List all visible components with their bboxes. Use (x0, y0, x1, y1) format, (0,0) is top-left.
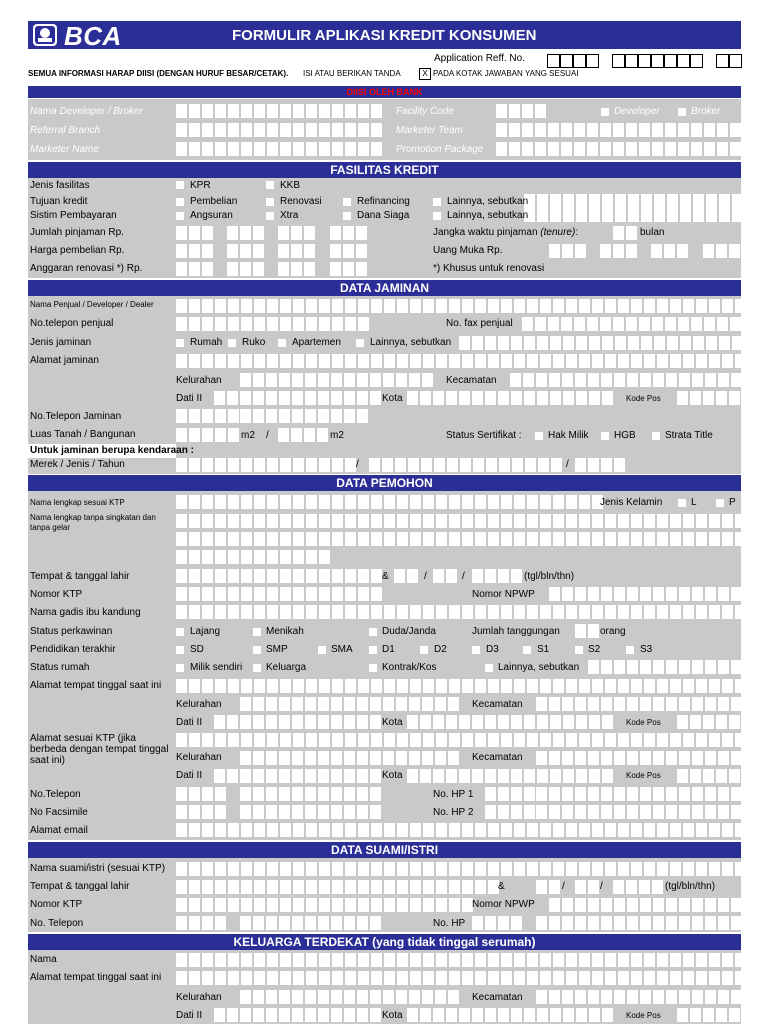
label-d3: D3 (486, 644, 499, 655)
luas-bangunan-field[interactable] (278, 428, 328, 442)
bank-section-header: DIISI OLEH BANK (28, 86, 741, 98)
label-bulan: bulan (640, 227, 665, 238)
label-l: L (691, 497, 697, 508)
hp-suami-field[interactable] (536, 916, 742, 930)
label-kelurahan-ktp: Kelurahan (176, 752, 222, 763)
label-status-sertifikat: Status Sertifikat : (446, 430, 522, 441)
label-m2-bangunan: m2 (330, 430, 344, 441)
tempat-lahir-field[interactable] (176, 569, 382, 583)
label-marketer: Marketer Name (30, 144, 99, 155)
label-status-rumah: Status rumah (30, 662, 90, 673)
label-p: P (729, 497, 736, 508)
lainnya-sistim-field[interactable] (524, 208, 743, 222)
checkbox-hak-milik[interactable] (535, 432, 543, 440)
label-smp: SMP (266, 644, 288, 655)
alamat-jaminan-field[interactable] (176, 354, 746, 368)
ibu-kandung-field[interactable] (176, 605, 746, 619)
hp1-field[interactable] (485, 787, 535, 801)
label-alamat-tinggal: Alamat tempat tinggal saat ini (30, 680, 162, 691)
label-date-slash1: / (424, 571, 427, 582)
label-renovasi: Renovasi (280, 196, 322, 207)
label-nama-suami: Nama suami/istri (sesuai KTP) (30, 863, 166, 874)
kodepos-ktp-field[interactable] (677, 769, 740, 783)
label-fax-penjual: No. fax penjual (446, 318, 513, 329)
luas-tanah-field[interactable] (176, 428, 239, 442)
app-ref-box[interactable] (625, 54, 638, 68)
marketer-name-field[interactable] (176, 142, 382, 156)
app-ref-box[interactable] (677, 54, 690, 68)
mark-example-box: X (419, 68, 431, 80)
anggaran-field[interactable] (278, 262, 315, 276)
kecamatan-ktp-field[interactable] (536, 751, 742, 765)
tempat-lahir-suami-field[interactable] (176, 880, 499, 894)
ktp-suami-field[interactable] (176, 898, 473, 912)
label-kelurahan-pemohon: Kelurahan (176, 699, 222, 710)
checkbox-renovasi[interactable] (266, 198, 274, 206)
lainnya-tujuan-field[interactable] (524, 194, 743, 208)
checkbox-dana-siaga[interactable] (343, 212, 351, 220)
checkbox-refinancing[interactable] (343, 198, 351, 206)
kecamatan-keluarga-field[interactable] (536, 990, 742, 1004)
checkbox-apartemen[interactable] (278, 339, 286, 347)
label-dati-ktp: Dati II (176, 770, 203, 781)
checkbox-angsuran[interactable] (176, 212, 184, 220)
checkbox-d3[interactable] (472, 646, 480, 654)
label-no-telepon: No.Telepon (30, 789, 81, 800)
app-ref-label: Application Reff. No. (434, 53, 525, 64)
alamat-keluarga-field[interactable] (176, 971, 746, 985)
kelurahan-pemohon-field[interactable] (240, 697, 459, 711)
label-sd: SD (190, 644, 204, 655)
label-tgl-format-suami: (tgl/bln/thn) (665, 881, 716, 892)
alamat-ktp-field[interactable] (176, 733, 746, 747)
bca-emblem-icon (32, 23, 58, 47)
label-d2: D2 (434, 644, 447, 655)
form-title: FORMULIR APLIKASI KREDIT KONSUMEN (232, 27, 537, 44)
app-ref-box[interactable] (716, 54, 729, 68)
nama-ktp-field[interactable] (176, 495, 603, 509)
label-lainnya-rumah: Lainnya, sebutkan (498, 662, 580, 673)
kota-keluarga-field[interactable] (407, 1008, 613, 1022)
label-status-perkawinan: Status perkawinan (30, 626, 113, 637)
label-tempat-lahir: Tempat & tanggal lahir (30, 571, 130, 582)
label-facsimile: No Facsimile (30, 807, 88, 818)
checkbox-lainnya-jaminan[interactable] (356, 339, 364, 347)
telepon-field[interactable] (240, 787, 381, 801)
label-jenis-kelamin: Jenis Kelamin (600, 497, 663, 508)
label-telepon-jaminan: No.Telepon Jaminan (30, 411, 122, 422)
label-lainnya-sistim: Lainnya, sebutkan (447, 210, 529, 221)
checkbox-kkb[interactable] (266, 181, 274, 189)
checkbox-smp[interactable] (253, 646, 261, 654)
label-kecamatan-keluarga: Kecamatan (472, 992, 523, 1003)
nomor-ktp-field[interactable] (176, 587, 382, 601)
keluarga-section-header: KELUARGA TERDEKAT (yang tidak tinggal serumah) (28, 934, 741, 950)
checkbox-pembelian[interactable] (176, 198, 184, 206)
label-sma: SMA (331, 644, 353, 655)
developer-name-field[interactable] (176, 104, 382, 118)
label-harga-pembelian: Harga pembelian Rp. (30, 245, 125, 256)
fax-field[interactable] (240, 805, 381, 819)
label-rumah: Rumah (190, 337, 223, 348)
label-kecamatan-jaminan: Kecamatan (446, 375, 497, 386)
harga-field[interactable] (330, 244, 367, 258)
label-duda-janda: Duda/Janda (382, 626, 436, 637)
label-hak-milik: Hak Milik (548, 430, 589, 441)
jumlah-field[interactable] (330, 226, 367, 240)
facility-code-field[interactable] (496, 104, 546, 118)
harga-field[interactable] (227, 244, 264, 258)
tgl-field[interactable] (394, 569, 418, 583)
label-kota-pemohon: Kota (382, 717, 403, 728)
label-tujuan-kredit: Tujuan kredit (30, 196, 88, 207)
checkbox-developer[interactable] (601, 108, 609, 116)
thn-field[interactable] (472, 569, 522, 583)
nama-keluarga-field[interactable] (176, 953, 746, 967)
label-ruko: Ruko (242, 337, 266, 348)
label-alamat-jaminan: Alamat jaminan (30, 355, 99, 366)
label-dati-pemohon: Dati II (176, 717, 203, 728)
label-orang: orang (600, 626, 626, 637)
label-untuk-kendaraan: Untuk jaminan berupa kendaraan : (30, 445, 194, 456)
merek-field[interactable] (176, 458, 356, 472)
label-amp-suami: & (498, 881, 505, 892)
checkbox-hgb[interactable] (601, 432, 609, 440)
checkbox-ruko[interactable] (228, 339, 236, 347)
label-kota-ktp: Kota (382, 770, 403, 781)
kota-jaminan-field[interactable] (407, 391, 613, 405)
checkbox-kontrak[interactable] (369, 664, 377, 672)
label-kelurahan-jaminan: Kelurahan (176, 375, 222, 386)
label-apartemen: Apartemen (292, 337, 341, 348)
label-khusus-renovasi: *) Khusus untuk renovasi (433, 263, 545, 274)
uang-muka-field[interactable] (651, 244, 688, 258)
label-kodepos-jaminan: Kode Pos (626, 394, 661, 403)
checkbox-rumah[interactable] (176, 339, 184, 347)
tgl-suami-field[interactable] (536, 880, 560, 894)
checkbox-sd[interactable] (176, 646, 184, 654)
label-npwp-suami: Nomor NPWP (472, 899, 535, 910)
jumlah-field[interactable] (278, 226, 315, 240)
label-facility-code: Facility Code (396, 106, 454, 117)
app-ref-box[interactable] (690, 54, 703, 68)
anggaran-field[interactable] (176, 262, 213, 276)
jumlah-field[interactable] (227, 226, 264, 240)
app-ref-box[interactable] (729, 54, 742, 68)
label-strata-title: Strata Title (665, 430, 713, 441)
label-s2: S2 (588, 644, 601, 655)
checkbox-lainnya-tujuan[interactable] (433, 198, 441, 206)
label-alamat-keluarga: Alamat tempat tinggal saat ini (30, 972, 162, 983)
label-referral: Referral Branch (30, 125, 101, 136)
hp-suami-field[interactable] (472, 916, 522, 930)
label-nomor-ktp: Nomor KTP (30, 589, 83, 600)
label-lajang: Lajang (190, 626, 221, 637)
bca-logo (32, 21, 132, 51)
label-npwp: Nomor NPWP (472, 589, 535, 600)
label-menikah: Menikah (266, 626, 304, 637)
harga-field[interactable] (278, 244, 315, 258)
label-kkb: KKB (280, 180, 301, 191)
label-developer-name: Nama Developer / Broker (30, 106, 143, 117)
label-m2-tanah: m2 (241, 430, 255, 441)
label-hp2: No. HP 2 (433, 807, 474, 818)
logo-text: BCA (64, 21, 122, 51)
jangka-text: Jangka waktu pinjaman (433, 227, 538, 238)
label-keluarga: Keluarga (266, 662, 307, 673)
label-jumlah-pinjaman: Jumlah pinjaman Rp. (30, 227, 124, 238)
uang-muka-field[interactable] (549, 244, 586, 258)
checkbox-broker[interactable] (678, 108, 686, 116)
label-kodepos-keluarga: Kode Pos (626, 1011, 661, 1020)
checkbox-strata-title[interactable] (652, 432, 660, 440)
checkbox-kpr[interactable] (176, 181, 184, 189)
lainnya-jaminan-field[interactable] (459, 336, 743, 350)
tenure-field[interactable] (613, 226, 637, 240)
label-lainnya-tujuan: Lainnya, sebutkan (447, 196, 529, 207)
label-tgl-format: (tgl/bln/thn) (524, 571, 575, 582)
label-hp-suami: No. HP (433, 918, 466, 929)
checkbox-perempuan[interactable] (716, 499, 724, 507)
checkbox-milik-sendiri[interactable] (176, 664, 184, 672)
label-email: Alamat email (30, 825, 88, 836)
tenure-colon: : (575, 227, 579, 238)
dati-jaminan-field[interactable] (214, 391, 381, 405)
kodepos-jaminan-field[interactable] (677, 391, 740, 405)
label-hp1: No. HP 1 (433, 789, 474, 800)
uang-muka-field[interactable] (600, 244, 637, 258)
dati-keluarga-field[interactable] (214, 1008, 381, 1022)
label-date-slash2: / (462, 571, 465, 582)
kelurahan-ktp-field[interactable] (240, 751, 459, 765)
app-ref-box[interactable] (664, 54, 677, 68)
label-telepon-suami: No. Telepon (30, 918, 84, 929)
telepon-penjual-field[interactable] (176, 317, 369, 331)
anggaran-field[interactable] (227, 262, 264, 276)
label-pendidikan: Pendidikan terakhir (30, 644, 116, 655)
dati-ktp-field[interactable] (214, 769, 381, 783)
jenis-field[interactable] (369, 458, 562, 472)
suami-section-header: DATA SUAMI/ISTRI (28, 842, 741, 858)
npwp-field[interactable] (549, 587, 742, 601)
label-nama-ktp: Nama lengkap sesuai KTP (30, 498, 125, 507)
label-dati-keluarga: Dati II (176, 1010, 203, 1021)
label-uang-muka: Uang Muka Rp. (433, 245, 503, 256)
label-kecamatan-ktp: Kecamatan (472, 752, 523, 763)
kecamatan-pemohon-field[interactable] (536, 697, 742, 711)
fasilitas-section-header: FASILITAS KREDIT (28, 162, 741, 178)
checkbox-s3[interactable] (626, 646, 634, 654)
telepon-suami-field[interactable] (240, 916, 381, 930)
app-ref-box[interactable] (638, 54, 651, 68)
label-amp: & (382, 571, 389, 582)
label-jumlah-tanggungan: Jumlah tanggungan (472, 626, 560, 637)
fax-penjual-field[interactable] (522, 317, 741, 331)
telepon-field[interactable] (176, 787, 226, 801)
label-jangka-waktu (433, 225, 578, 241)
nama-penjual-field[interactable] (176, 299, 746, 313)
label-merek-slash1: / (356, 459, 359, 470)
checkbox-duda-janda[interactable] (369, 628, 377, 636)
checkbox-menikah[interactable] (253, 628, 261, 636)
nama-tanpa-gelar-field[interactable] (176, 532, 746, 546)
label-nama-keluarga: Nama (30, 954, 57, 965)
promotion-package-field[interactable] (496, 142, 741, 156)
label-kelurahan-keluarga: Kelurahan (176, 992, 222, 1003)
npwp-suami-field[interactable] (549, 898, 742, 912)
kota-ktp-field[interactable] (407, 769, 613, 783)
nama-tanpa-gelar-field[interactable] (176, 514, 746, 528)
label-ktp-suami: Nomor KTP (30, 899, 83, 910)
label-s3: S3 (640, 644, 653, 655)
instruction-mark-label: ISI ATAU BERIKAN TANDA (303, 69, 401, 78)
nama-suami-field[interactable] (176, 862, 746, 876)
tahun-field[interactable] (575, 458, 625, 472)
telepon-jaminan-field[interactable] (240, 409, 368, 423)
checkbox-lainnya-rumah[interactable] (485, 664, 493, 672)
thn-suami-field[interactable] (613, 880, 663, 894)
label-merek-slash2: / (566, 459, 569, 470)
lainnya-rumah-field[interactable] (588, 660, 742, 674)
bln-suami-field[interactable] (575, 880, 599, 894)
kecamatan-jaminan-field[interactable] (510, 373, 742, 387)
label-tempat-lahir-suami: Tempat & tanggal lahir (30, 881, 130, 892)
label-telepon-penjual: No.telepon penjual (30, 318, 114, 329)
label-promotion: Promotion Package (396, 144, 484, 155)
anggaran-field[interactable] (330, 262, 367, 276)
label-opt-developer: Developer (614, 106, 660, 117)
kelurahan-jaminan-field[interactable] (240, 373, 433, 387)
kelurahan-keluarga-field[interactable] (240, 990, 459, 1004)
alamat-tinggal-field[interactable] (176, 679, 746, 693)
hp2-field[interactable] (536, 805, 742, 819)
checkbox-s1[interactable] (523, 646, 531, 654)
label-pembelian: Pembelian (190, 196, 238, 207)
harga-field[interactable] (176, 244, 213, 258)
label-milik-sendiri: Milik sendiri (190, 662, 243, 673)
label-refinancing: Refinancing (357, 196, 410, 207)
label-kodepos-ktp: Kode Pos (626, 771, 661, 780)
email-field[interactable] (176, 823, 746, 837)
jaminan-section-header: DATA JAMINAN (28, 280, 741, 296)
label-anggaran-renovasi: Anggaran renovasi *) Rp. (30, 263, 143, 274)
checkbox-lainnya-sistim[interactable] (433, 212, 441, 220)
telepon-suami-field[interactable] (176, 916, 226, 930)
label-ibu-kandung: Nama gadis ibu kandung (30, 607, 141, 618)
app-ref-box[interactable] (651, 54, 664, 68)
label-xtra: Xtra (280, 210, 299, 221)
pemohon-section-header: DATA PEMOHON (28, 475, 741, 491)
checkbox-lajang[interactable] (176, 628, 184, 636)
tanggungan-field[interactable] (575, 624, 599, 638)
kodepos-keluarga-field[interactable] (677, 1008, 740, 1022)
label-dana-siaga: Dana Siaga (357, 210, 410, 221)
label-d1: D1 (382, 644, 395, 655)
label-lainnya-jaminan: Lainnya, sebutkan (370, 337, 452, 348)
label-luas-slash: / (266, 430, 269, 441)
label-sistim-pembayaran: Sistim Pembayaran (30, 210, 117, 221)
fax-field[interactable] (176, 805, 226, 819)
label-s1: S1 (537, 644, 550, 655)
label-opt-broker: Broker (691, 106, 721, 117)
checkbox-sma[interactable] (318, 646, 326, 654)
referral-branch-field[interactable] (176, 123, 382, 137)
checkbox-xtra[interactable] (266, 212, 274, 220)
label-angsuran: Angsuran (190, 210, 233, 221)
label-slash2-suami: / (600, 881, 603, 892)
checkbox-s2[interactable] (575, 646, 583, 654)
label-luas-tanah: Luas Tanah / Bangunan (30, 429, 136, 440)
hp1-field[interactable] (536, 787, 742, 801)
label-kecamatan-pemohon: Kecamatan (472, 699, 523, 710)
kodepos-pemohon-field[interactable] (677, 715, 740, 729)
nama-tanpa-gelar-field[interactable] (176, 550, 330, 564)
bln-field[interactable] (433, 569, 457, 583)
app-ref-box[interactable] (612, 54, 625, 68)
checkbox-keluarga[interactable] (253, 664, 261, 672)
hp2-field[interactable] (485, 805, 535, 819)
label-hgb: HGB (614, 430, 636, 441)
checkbox-laki-laki[interactable] (678, 499, 686, 507)
label-kodepos-pemohon: Kode Pos (626, 718, 661, 727)
label-kpr: KPR (190, 180, 211, 191)
label-dati-jaminan: Dati II (176, 393, 203, 404)
checkbox-d2[interactable] (420, 646, 428, 654)
label-nama-tanpa-gelar: Nama lengkap tanpa singkatan dan tanpa gelar (30, 513, 156, 532)
label-marketer-team: Marketer Team (396, 125, 463, 136)
marketer-team-field[interactable] (496, 123, 741, 137)
dati-pemohon-field[interactable] (214, 715, 381, 729)
checkbox-d1[interactable] (369, 646, 377, 654)
instruction-text: SEMUA INFORMASI HARAP DIISI (DENGAN HURUF BESAR/CETAK). (28, 69, 289, 78)
label-alamat-ktp: Alamat sesuai KTP (jika berbeda dengan tempat tinggal saat ini) (30, 733, 169, 766)
instruction-mark-tail: PADA KOTAK JAWABAN YANG SESUAI (433, 69, 579, 78)
label-nama-penjual: Nama Penjual / Developer / Dealer (30, 300, 154, 309)
label-slash1-suami: / (562, 881, 565, 892)
jumlah-field[interactable] (176, 226, 213, 240)
label-jenis-jaminan: Jenis jaminan (30, 337, 92, 348)
telepon-jaminan-field[interactable] (176, 409, 239, 423)
label-kontrak: Kontrak/Kos (382, 662, 437, 673)
uang-muka-field[interactable] (703, 244, 740, 258)
app-ref-box[interactable] (586, 54, 599, 68)
label-kota-jaminan: Kota (382, 393, 403, 404)
label-jenis-fasilitas: Jenis fasilitas (30, 180, 90, 191)
kota-pemohon-field[interactable] (407, 715, 613, 729)
tenure-text: (tenure) (540, 227, 576, 238)
label-kota-keluarga: Kota (382, 1010, 403, 1021)
label-merek-jenis-tahun: Merek / Jenis / Tahun (30, 459, 125, 470)
